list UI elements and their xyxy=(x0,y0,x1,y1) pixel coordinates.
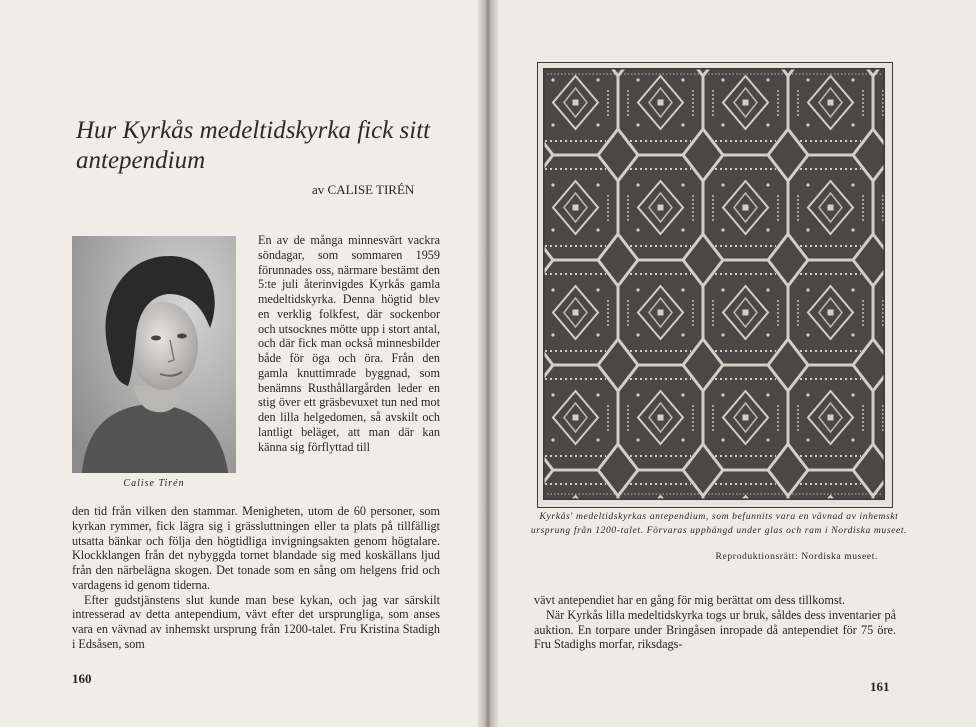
photo-caption: Calise Tirén xyxy=(123,478,185,489)
author-photo xyxy=(72,236,236,473)
page-number-left: 160 xyxy=(72,671,92,686)
body-paragraph: När Kyrkås lilla medeltidskyrka togs ur bruk, såldes dess inventarier på auktion. En torpare under Bringåsen inropade då antependiet för 75 öre. Fru Stadighs morfar, riksdags- xyxy=(534,607,896,652)
left-page xyxy=(0,0,484,727)
body-paragraph: den tid från vilken den stammar. Menigheten, utom de 60 personer, som kyrkan rymmer, fick lägra sig i grässluttningen eller ta plats på tillfälligt utsatta bänkar och följa den högtidliga invigningsakten genom högtalare. Klockklangen från det nybyggda tornet blandade sig med koskällans ljud från den närbelägna skogen. Det tonade som en sång om helgens frid och vardagens id genom tiderna. xyxy=(72,504,440,592)
body-paragraph: Efter gudstjänstens slut kunde man bese kykan, och jag var särskilt intresserad av detta antependium, vävt efter det ursprungliga, som anses vara en vävnad av inhemskt ursprung från 1200-talet. Fru Kristina Stadigh i Edsåsen, som xyxy=(72,592,440,651)
body-paragraph: vävt antependiet har en gång för mig berättat om dess tillkomst. xyxy=(534,593,846,607)
body-paragraph-wrap: En av de många minnesvärt vackra söndagar, som sommaren 1959 förunnades oss, närmare bestämt den 5:te juli återinvigdes Kyrkås gamla medeltidskyrka. Denna högtid blev en verklig folkfest, där sockenbor och utsocknes mötte upp i stort antal, och där fick man också minnesbilder både för öga och öra. Från den gamla knuttimrade byggnad, som benämns Rusthållargården leder en stig över ett gräsbevuxet tun ned mot den lilla helgedomen, så avskilt och lantligt beläget, att man där kan känna sig förflyttad till xyxy=(258,233,440,454)
figure-caption: Kyrkås' medeltidskyrkas antependium, som befunnits vara en vävnad av inhemskt ursprung från 1200-talet. Förvaras upphängd under glas och ram i Nordiska museet. xyxy=(530,511,908,536)
author-byline: av CALISE TIRÉN xyxy=(312,182,415,197)
antependium-photo xyxy=(543,68,885,500)
reproduction-credit: Reproduktionsrätt: Nordiska museet. xyxy=(715,551,878,562)
body-text-full xyxy=(72,504,440,652)
article-title: Hur Kyrkås medeltidskyrka fick sitt antependium xyxy=(76,117,431,174)
body-text-right xyxy=(534,593,896,652)
page-number-right: 161 xyxy=(870,679,890,694)
book-gutter xyxy=(478,0,498,727)
